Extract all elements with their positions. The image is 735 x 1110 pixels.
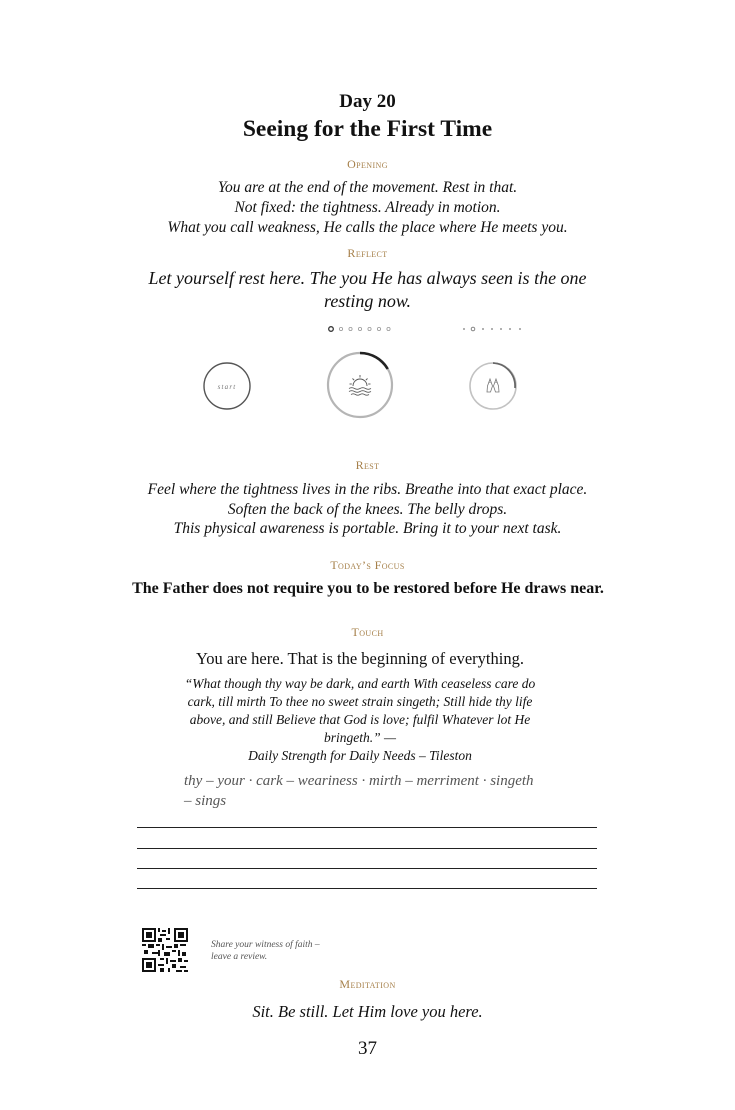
rest-line: Feel where the tightness lives in the ribs. Breathe into that exact place. bbox=[147, 481, 588, 498]
praying-hands-icon bbox=[487, 379, 499, 392]
prayer-timer[interactable] bbox=[468, 361, 518, 411]
meditation-text: Sit. Be still. Let Him love you here. bbox=[252, 1002, 483, 1021]
page-number: 37 bbox=[358, 1038, 377, 1059]
qr-code-icon[interactable] bbox=[142, 928, 188, 972]
progress-dot bbox=[463, 328, 465, 330]
progress-dot bbox=[491, 328, 493, 330]
touch-heading: Touch bbox=[351, 625, 384, 639]
opening-line: Not fixed: the tightness. Already in motion. bbox=[234, 199, 501, 216]
writing-line[interactable] bbox=[137, 848, 597, 849]
focus-heading: Today’s Focus bbox=[330, 558, 405, 572]
rest-line: Soften the back of the knees. The belly drops. bbox=[227, 500, 508, 518]
opening-heading: Opening bbox=[347, 157, 388, 171]
progress-dots-left bbox=[326, 324, 396, 334]
start-label: start bbox=[217, 383, 237, 391]
progress-dot bbox=[349, 327, 352, 330]
opening-line: What you call weakness, He calls the place where He meets you. bbox=[167, 219, 568, 236]
writing-line[interactable] bbox=[137, 827, 597, 828]
page-title: Seeing for the First Time bbox=[242, 116, 493, 142]
progress-dot bbox=[500, 328, 502, 330]
reflect-heading: Reflect bbox=[347, 246, 388, 260]
touch-text: You are here. That is the beginning of everything. bbox=[196, 649, 524, 668]
meditation-heading: Meditation bbox=[339, 977, 396, 991]
quote-source: Daily Strength for Daily Needs – Tileston bbox=[248, 748, 472, 763]
opening-text bbox=[0, 178, 735, 238]
progress-dot bbox=[377, 327, 380, 330]
sunrise-icon bbox=[349, 375, 371, 395]
progress-dots-right bbox=[460, 324, 530, 334]
progress-dot bbox=[482, 328, 484, 330]
progress-dot bbox=[339, 327, 342, 330]
start-button[interactable] bbox=[202, 361, 252, 411]
share-line: leave a review. bbox=[211, 952, 268, 962]
writing-line[interactable] bbox=[137, 868, 597, 869]
rest-text bbox=[0, 480, 735, 539]
reflect-text: Let yourself rest here. The you He has always seen is the one resting now. bbox=[148, 268, 587, 311]
touch-quote bbox=[180, 675, 540, 765]
share-line: Share your witness of faith – bbox=[211, 940, 320, 950]
progress-dot bbox=[387, 327, 390, 330]
progress-dot bbox=[509, 328, 511, 330]
writing-line[interactable] bbox=[137, 888, 597, 889]
sunrise-timer[interactable] bbox=[325, 350, 395, 420]
rest-heading: Rest bbox=[355, 458, 380, 472]
progress-dot bbox=[368, 327, 371, 330]
day-label: Day 20 bbox=[339, 91, 396, 112]
quote-text: “What though thy way be dark, and earth With ceaseless care do cark, till mirth To thee no sweet strain singeth; Still hide thy life above, and still Believe that God is love; fulfil Whatever lot He bringeth.” — bbox=[184, 676, 536, 745]
progress-dot bbox=[358, 327, 361, 330]
focus-text: The Father does not require you to be restored before He draws near. bbox=[132, 580, 604, 597]
progress-dot bbox=[519, 328, 521, 330]
opening-line: You are at the end of the movement. Rest in that. bbox=[217, 179, 518, 196]
progress-dot-active bbox=[471, 327, 475, 331]
glossary: thy – your · cark – weariness · mirth – merriment · singeth – sings bbox=[184, 773, 534, 809]
rest-line: This physical awareness is portable. Bring it to your next task. bbox=[173, 520, 562, 537]
share-review-note bbox=[211, 939, 351, 963]
progress-dot-active bbox=[329, 327, 334, 332]
